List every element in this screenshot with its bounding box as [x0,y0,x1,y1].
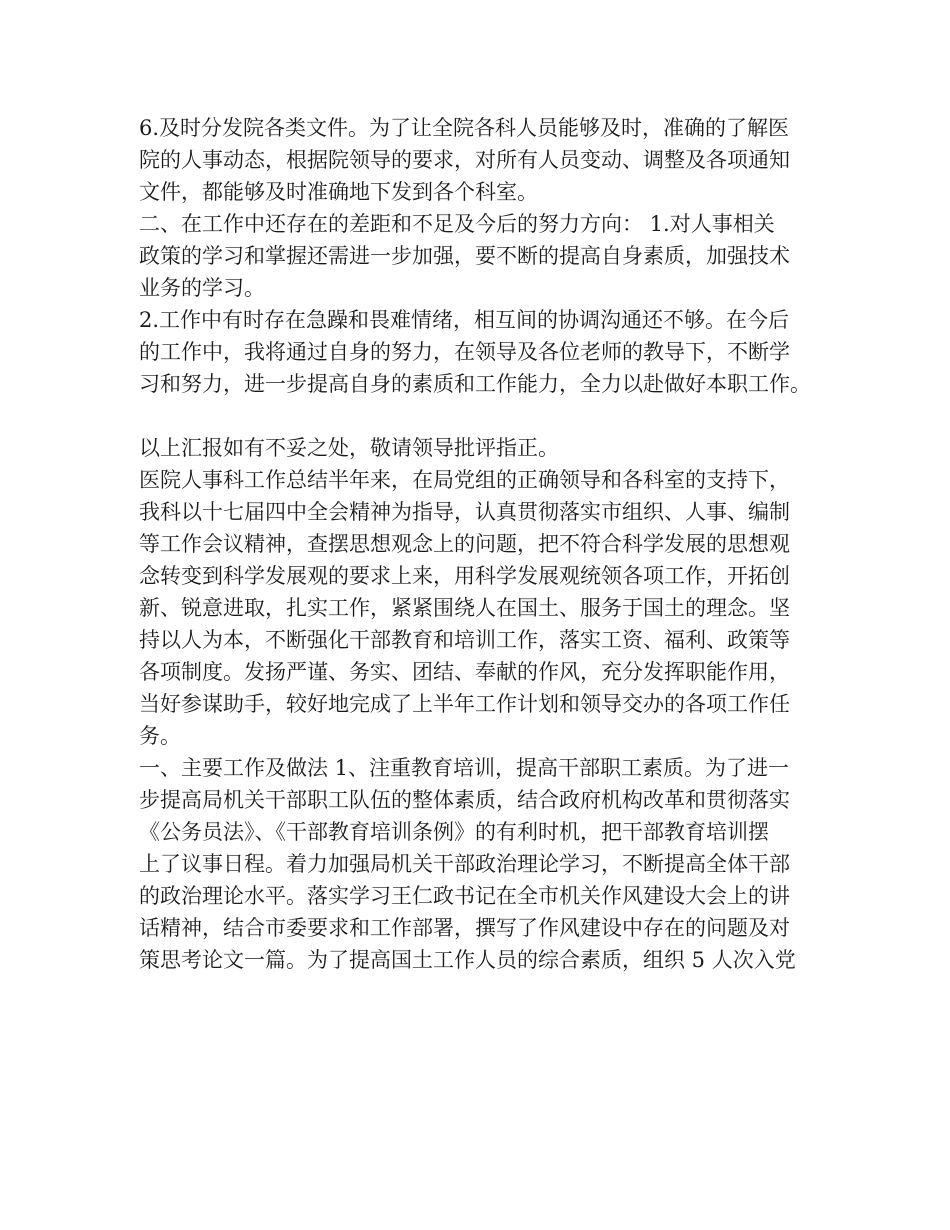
text-line: 持以人为本，不断强化干部教育和培训工作，落实工资、福利、政策等 [139,628,790,652]
text-line: 6.及时分发院各类文件。为了让全院各科人员能够及时，准确的了解医 [139,116,790,140]
text-line: 医院人事科工作总结半年来，在局党组的正确领导和各科室的支持下， [139,468,790,492]
text-line: 《公务员法》、《干部教育培训条例》的有利时机，把干部教育培训摆 [139,820,769,844]
text-line: 习和努力，进一步提高自身的素质和工作能力，全力以赴做好本职工作。 [139,372,811,396]
text-line: 策思考论文一篇。为了提高国土工作人员的综合素质，组织 5 人次入党 [139,948,796,972]
text-line: 各项制度。发扬严谨、务实、团结、奉献的作风，充分发挥职能作用， [139,660,790,684]
text-line: 话精神，结合市委要求和工作部署，撰写了作风建设中存在的问题及对 [139,916,790,940]
text-line: 等工作会议精神，查摆思想观念上的问题，把不符合科学发展的思想观 [139,532,790,556]
text-line: 念转变到科学发展观的要求上来，用科学发展观统领各项工作，开拓创 [139,564,790,588]
blank-line [139,400,839,432]
text-line: 2.工作中有时存在急躁和畏难情绪，相互间的协调沟通还不够。在今后 [139,308,790,332]
document-body [139,112,839,976]
text-line: 的工作中，我将通过自身的努力，在领导及各位老师的教导下，不断学 [139,340,790,364]
text-line: 上了议事日程。着力加强局机关干部政治理论学习，不断提高全体干部 [139,852,790,876]
text-line: 院的人事动态，根据院领导的要求，对所有人员变动、调整及各项通知 [139,148,790,172]
text-line: 一、主要工作及做法 1、注重教育培训，提高干部职工素质。为了进一 [139,756,790,780]
text-line: 业务的学习。 [139,276,265,300]
text-line: 务。 [139,724,181,748]
text-line: 的政治理论水平。落实学习王仁政书记在全市机关作风建设大会上的讲 [139,884,790,908]
text-line: 以上汇报如有不妥之处，敬请领导批评指正。 [139,436,559,460]
text-line: 政策的学习和掌握还需进一步加强，要不断的提高自身素质，加强技术 [139,244,790,268]
text-line: 步提高局机关干部职工队伍的整体素质，结合政府机构改革和贯彻落实 [139,788,790,812]
text-line: 我科以十七届四中全会精神为指导，认真贯彻落实市组织、人事、编制 [139,500,790,524]
text-line: 二、在工作中还存在的差距和不足及今后的努力方向： 1.对人事相关 [139,212,775,236]
text-line: 当好参谋助手，较好地完成了上半年工作计划和领导交办的各项工作任 [139,692,790,716]
text-line: 文件，都能够及时准确地下发到各个科室。 [139,180,538,204]
text-line: 新、锐意进取，扎实工作，紧紧围绕人在国土、服务于国土的理念。坚 [139,596,790,620]
